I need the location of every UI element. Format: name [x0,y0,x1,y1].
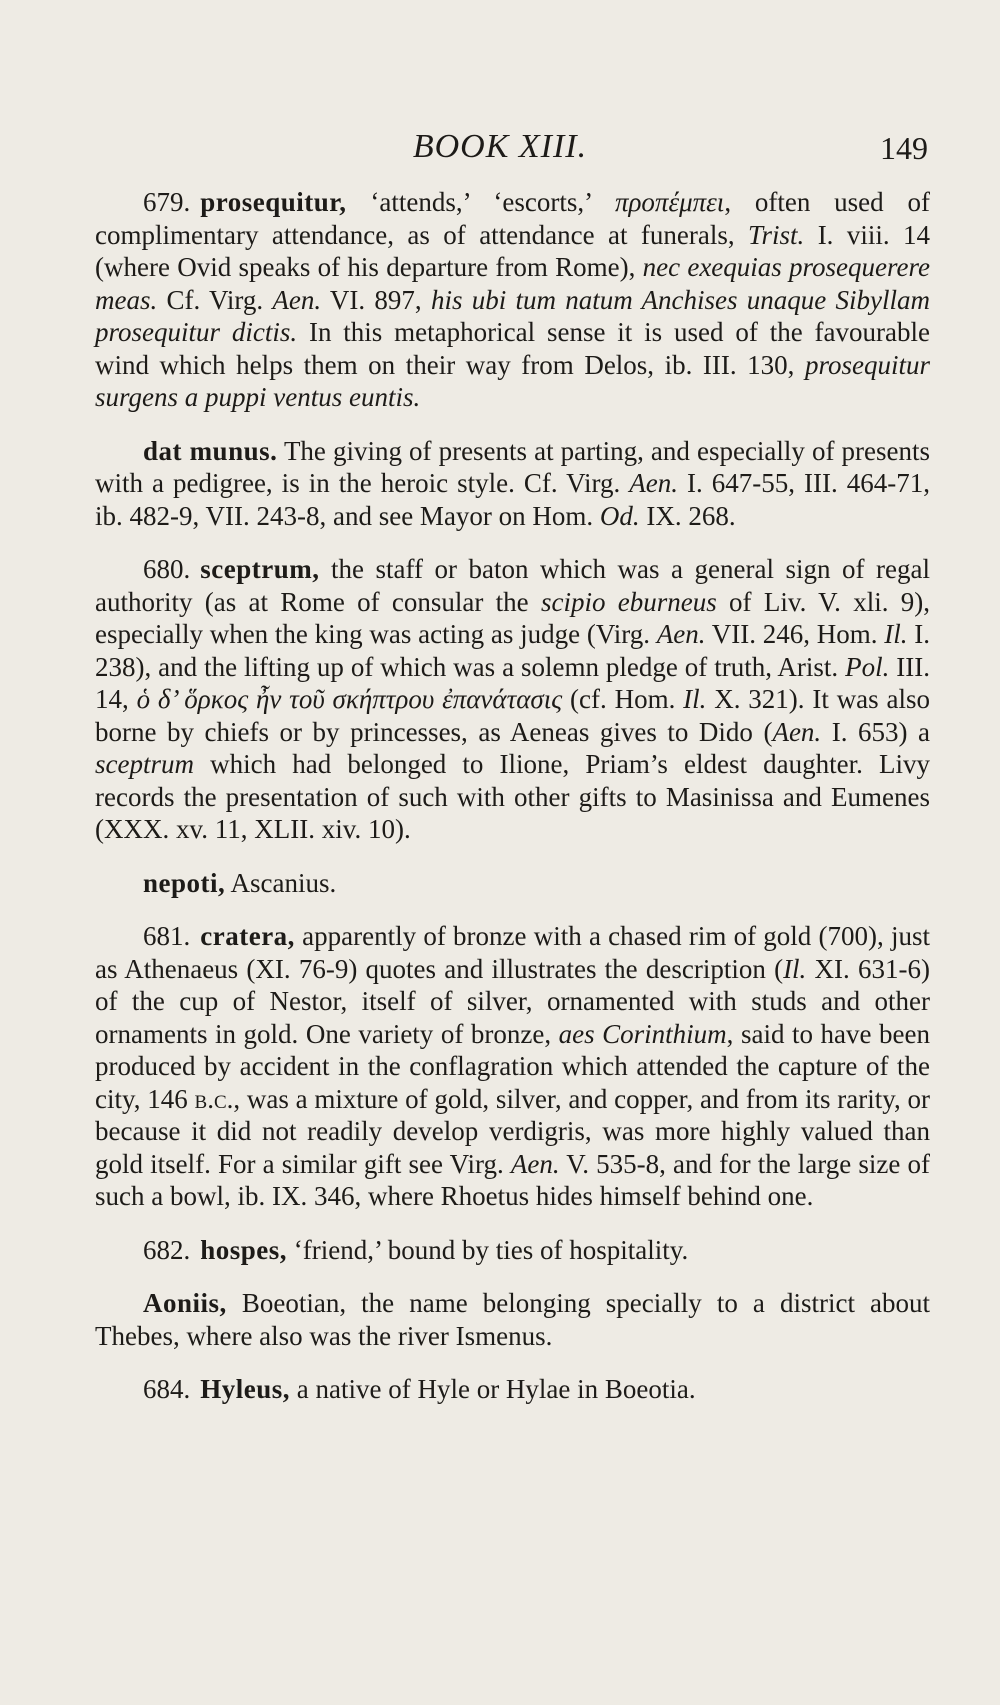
page-header [0,128,1000,172]
note-text-segment: of Liv. V. xli. 9), especially when the king was acting as judge (Virg. [95,586,930,649]
running-head: BOOK XIII. [412,128,588,165]
note-text-segment: Aen. [272,284,322,315]
note-text-segment: Il. [884,619,908,649]
note-text-segment: Aen. [772,716,822,747]
note-text-segment: apparently of bronze with a chased rim of gold (700), just as Athenaeus (XI. 76-9) quotes and illustrates the description ( [95,921,930,984]
note-text-segment: ὁ δ’ ὅρκος ἦν τοῦ σκήπτρου ἐπανάτασις [136,684,563,714]
note-text-segment: προπέμπει [614,187,725,217]
note-lemma: sceptrum, [200,554,320,584]
note-text-segment: V. 535-8, and for the large size of such a bowl, ib. IX. 346, where Rhoetus hides himself behind one. [95,1148,930,1211]
note-text-segment: Aen. [629,468,679,498]
note-number: 681. [143,921,191,951]
note-text-segment: sceptrum [95,749,194,779]
note-text-segment: ‘attends,’ ‘escorts,’ [346,187,615,217]
note-text-segment: Il. [783,953,807,984]
note-text-segment: scipio eburneus [540,586,717,617]
note-text-segment: which had belonged to Ilione, Priam’s eldest daughter. Livy records the presentation of such with other gifts to Masinissa and Eumenes (XXX. xv. 11, XLII. xiv. 10). [95,749,930,844]
note-text-segment: aes Corinthium [558,1018,727,1049]
note-text-segment: Ascanius. [225,867,337,898]
note-text-segment: b.c. [194,1083,234,1114]
note-lemma: cratera, [200,921,295,951]
note-684-hyleus [95,1373,930,1406]
note-text-segment: In this metaphorical sense it is used of the favourable wind which helps them on their way from Delos, ib. III. 130, [95,317,930,380]
note-lemma: dat munus. [143,435,278,466]
note-lemma: prosequitur, [200,187,347,217]
note-nepoti [95,867,930,900]
note-text-segment: The giving of presents at parting, and especially of presents with a pedigree, is in the heroic style. Cf. Virg. [95,435,930,498]
note-lemma: nepoti, [143,867,226,898]
note-lemma: Hyleus, [200,1374,291,1404]
note-text-segment: Pol. [845,651,890,682]
page-number: 149 [880,130,928,166]
note-text-segment: I. 653) a [821,716,930,747]
note-text-segment: Trist. [748,219,805,250]
note-text-segment: ‘friend,’ bound by ties of hospitality. [287,1234,689,1265]
note-text-segment: VI. 897, [321,284,431,315]
note-680-sceptrum [95,553,930,846]
note-text-segment: III. 14, [95,651,930,714]
note-text-segment: his ubi tum natum Anchises unaque Sibyllam prosequitur dictis. [95,284,930,347]
note-text-segment: I. 238), and the lifting up of which was a solemn pledge of truth, Arist. [95,619,930,682]
note-text-segment: prosequitur surgens a puppi ventus euntis. [95,349,930,412]
note-text-segment: Aen. [510,1148,560,1179]
note-text-segment: the staff or baton which was a general sign of regal authority (as at Rome of consular the [95,554,930,617]
note-679-prosequitur [95,186,930,414]
note-aoniis [95,1287,930,1352]
note-text-segment: , was a mixture of gold, silver, and copper, and from its rarity, or because it did not readily develop verdigris, was more highly valued than gold itself. For a similar gift see Virg. [95,1083,931,1179]
note-text-segment: XI. 631-6) of the cup of Nestor, itself of silver, ornamented with studs and other ornaments in gold. One variety of bronze, [95,953,930,1049]
note-number: 682. [143,1234,191,1265]
note-text-segment: Boeotian, the name belonging specially to a district about Thebes, where also was the river Ismenus. [95,1288,930,1351]
note-text-segment: Aen. [656,619,706,649]
note-text-segment: I. viii. 14 (where Ovid speaks of his departure from Rome), [95,219,930,282]
commentary-body [95,186,930,1427]
note-text-segment: , said to have been produced by accident in the conflagration which attended the capture of the city, 146 [95,1018,930,1114]
note-number: 680. [143,554,191,584]
note-number: 679. [143,187,191,217]
note-text-segment: Il. [683,684,707,714]
note-text-segment: Od. [599,500,640,531]
note-text-segment: I. 647-55, III. 464-71, ib. 482-9, VII. 243-8, and see Mayor on Hom. [95,468,930,531]
note-682-hospes [95,1234,930,1267]
note-text-segment: IX. 268. [639,500,736,531]
note-text-segment: Cf. Virg. [157,284,273,315]
note-text-segment: nec exequias prosequerere meas. [95,252,930,315]
note-681-cratera [95,920,930,1213]
note-dat-munus [95,435,930,533]
note-number: 684. [143,1374,191,1404]
note-text-segment: , often used of complimentary attendance, as of attendance at funerals, [95,187,930,250]
note-lemma: Aoniis, [143,1288,227,1318]
note-text-segment: (cf. Hom. [562,684,684,714]
note-text-segment: X. 321). It was also borne by chiefs or by princesses, as Aeneas gives to Dido ( [95,684,930,747]
note-text-segment: a native of Hyle or Hylae in Boeotia. [290,1374,696,1404]
note-text-segment: VII. 246, Hom. [705,619,885,649]
note-lemma: hospes, [200,1234,288,1265]
